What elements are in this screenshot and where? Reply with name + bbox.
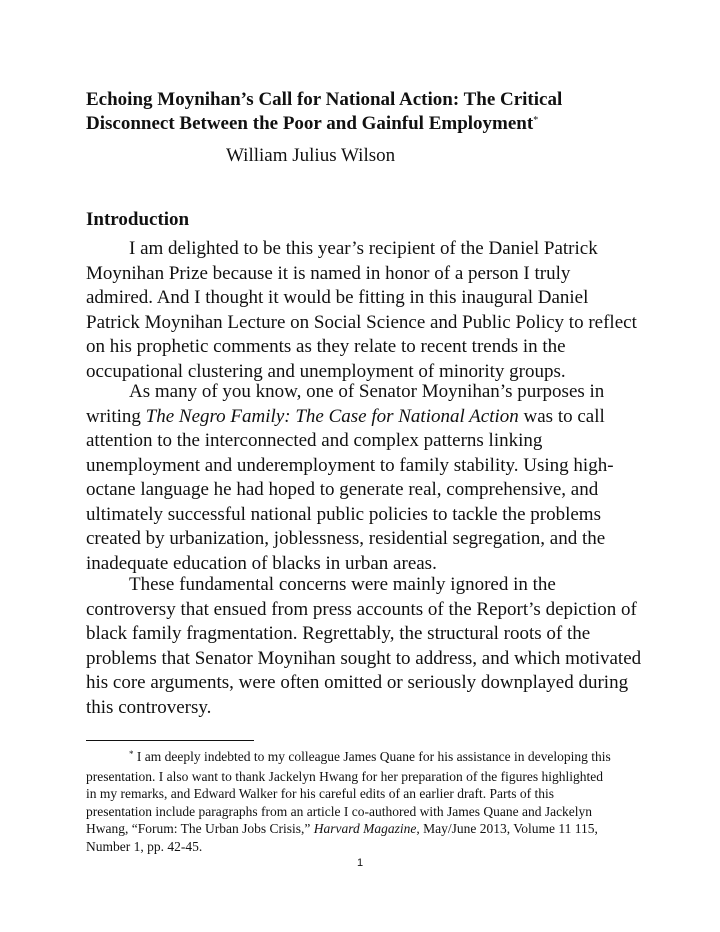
paragraph-line: on his prophetic comments as they relate to recent trends in the [86,336,566,357]
footnote-line [86,748,646,768]
paragraph-line: Patrick Moynihan Lecture on Social Science and Public Policy to reflect [86,311,637,333]
paragraph-2 [86,380,640,576]
paragraph-line: admired. And I thought it would be fitting in this inaugural Daniel [86,287,589,308]
paragraph-line: occupational clustering and unemployment of minority groups. [86,360,566,382]
footnote-text: I am deeply indebted to my colleague James Quane for his assistance in developing this [133,749,611,764]
paragraph-line: I am delighted to be this year’s recipient of the Daniel Patrick [129,238,598,259]
paragraph-line: These fundamental concerns were mainly ignored in the [129,574,556,595]
footnote-line: presentation. I also want to thank Jackelyn Hwang for her preparation of the figures highlighted [86,768,603,784]
footnote-line: in my remarks, and Edward Walker for his careful edits of an earlier draft. Parts of this [86,786,555,801]
section-heading: Introduction [86,209,190,230]
footnote [86,748,646,855]
paragraph-line: inadequate education of blacks in urban areas. [86,552,437,574]
paragraph-1 [86,237,640,384]
paragraph-line: controversy that ensued from press accounts of the Report’s depiction of [86,598,637,620]
paragraph-line: his core arguments, were often omitted or seriously downplayed during [86,672,629,693]
footnote-line [86,820,646,838]
paragraph-line: Moynihan Prize because it is named in honor of a person I truly [86,262,571,284]
paragraph-text: writing [86,405,146,427]
paragraph-line: As many of you know, one of Senator Moynihan’s purposes in [129,381,605,402]
title-footnote-mark[interactable]: * [533,115,539,126]
footnote-line: presentation include paragraphs from an article I co-authored with James Quane and Jackelyn [86,803,593,819]
paragraph-line: unemployment and underemployment to family stability. Using high- [86,454,614,476]
footnote-line: Number 1, pp. 42-45. [86,838,203,854]
paragraph-line: problems that Senator Moynihan sought to address, and which motivated [86,647,642,669]
document-title [86,88,646,139]
paragraph-line: attention to the interconnected and complex patterns linking [86,430,543,451]
footnote-text: Hwang, “Forum: The Urban Jobs Crisis,” [86,821,314,836]
paragraph-line: black family fragmentation. Regrettably, the structural roots of the [86,623,591,644]
author-name: William Julius Wilson [226,145,396,166]
paragraph-line [86,405,640,430]
paragraph-line: created by urbanization, joblessness, residential segregation, and the [86,528,606,549]
footnote-mark: * [129,749,134,759]
paragraph-line: this controversy. [86,696,212,718]
footnote-divider [86,740,254,741]
report-title-italic: The Negro Family: The Case for National Action [145,405,519,427]
page-number: 1 [356,857,364,869]
paragraph-3 [86,573,640,720]
magazine-title-italic: Harvard Magazine [313,821,417,836]
paragraph-line: ultimately successful national public policies to tackle the problems [86,503,601,525]
title-line-2: Disconnect Between the Poor and Gainful Employment [86,113,534,134]
paragraph-line: octane language he had hoped to generate real, comprehensive, and [86,479,599,500]
paragraph-text: was to call [518,405,605,427]
title-line-1: Echoing Moynihan’s Call for National Action: The Critical [86,89,563,110]
footnote-text: , May/June 2013, Volume 11 115, [416,821,598,836]
